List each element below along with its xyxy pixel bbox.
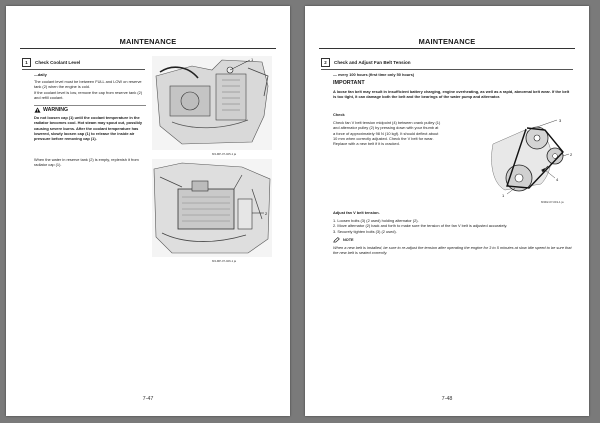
check-text: Check fan V belt tension midpoint (4) between crank pulley (1) and alternator pulley (2) by pressing down with your thumb at a force of approximately 98 N (10 kgf). It should deflect about 10 mm when correctly adjusted. Check the V belt for wear. Replace with a new belt if it is cracked.: [333, 120, 441, 147]
left-section-title: Check Coolant Level: [35, 60, 81, 65]
left-warning-heading: [34, 105, 146, 113]
note-text: When a new belt is installed, be sure to re-adjust the tension after operating the engine for 3 to 5 minutes at slow idle speed to be sure that the new belt is seated correctly.: [333, 245, 572, 256]
right-page: [305, 6, 589, 416]
adjust-step: 3. Securely tighten bolts (3) (2 used).: [333, 228, 397, 234]
adjust-title: Adjust fan V belt tension.: [333, 210, 380, 215]
warning-icon: [34, 107, 41, 113]
left-page: [6, 6, 290, 416]
right-page-number: 7-48: [441, 396, 453, 402]
adjust-step: 2. Move alternator (2) back and forth to make sure the tension of the fan V belt is adjusted accurately.: [333, 223, 508, 229]
adjust-steps: [333, 218, 573, 234]
fig1-caption: M3-MP-07-025-1 ja: [212, 152, 237, 156]
right-section-heading: [321, 58, 573, 70]
left-intro2: If the coolant level is low, remove the cap from reserve tank (2) and refill coolant.: [34, 90, 143, 101]
fig2-caption: M3-MP-07-026-1 ja: [212, 259, 237, 263]
left-header-rule: [20, 48, 276, 49]
belt-fig-caption: M3D2-07-019-1 ja: [541, 200, 564, 204]
note-label: NOTE: [343, 238, 354, 242]
right-section-title: Check and Adjust Fan Belt Tension: [334, 60, 411, 65]
pencil-note-icon: [333, 237, 340, 243]
right-interval: — every 100 hours (first time only 50 hours): [333, 72, 415, 77]
right-section-number: 2: [321, 58, 330, 67]
fig-label-1: 1: [502, 193, 505, 198]
right-header-rule: [319, 48, 575, 49]
fig-label-2: 2: [570, 152, 573, 157]
important-text: A loose fan belt may result in insufficient battery charging, engine overheating, as well as a rapid, abnormal belt wear. If the belt is too tight, it can damage both the belt and the bearings of the water pump and alternator.: [333, 89, 570, 100]
important-label: IMPORTANT: [333, 80, 365, 86]
fig-label-3: 3: [559, 118, 562, 123]
left-page-number: 7-47: [142, 396, 154, 402]
left-section-number: 1: [22, 58, 31, 67]
warning-label: WARNING: [43, 107, 69, 113]
svg-text:2: 2: [265, 211, 268, 216]
left-interval: —daily: [34, 72, 47, 77]
right-page-header: MAINTENANCE: [418, 37, 476, 46]
adjust-step: 1. Loosen bolts (3) (2 used) holding alternator (2).: [333, 218, 419, 223]
left-warning-text: Do not loosen cap (1) until the coolant temperature in the radiator becomes cool. Hot steam may spout out, possibly causing severe burns. After the coolant temperature has lowered, slowly loosen cap (1) to release the inside air pressure before removing cap (1).: [34, 115, 143, 142]
left-refill-text: When the water in reserve tank (2) is empty, replenish it from radiator cap (1).: [34, 157, 139, 168]
left-section-heading: [22, 58, 145, 70]
note-heading: [333, 237, 354, 243]
left-intro: The coolant level must be between FULL and LOW on reserve tank (2) when the engine is cold.: [34, 79, 142, 90]
fan-belt-diagram: [485, 114, 577, 198]
left-page-header: MAINTENANCE: [119, 37, 177, 46]
check-label: Check: [333, 112, 345, 117]
reserve-tank-figure: [152, 159, 272, 257]
engine-radiator-figure: [152, 56, 272, 150]
svg-text:1: 1: [251, 57, 254, 62]
fig-label-4: 4: [556, 177, 559, 182]
